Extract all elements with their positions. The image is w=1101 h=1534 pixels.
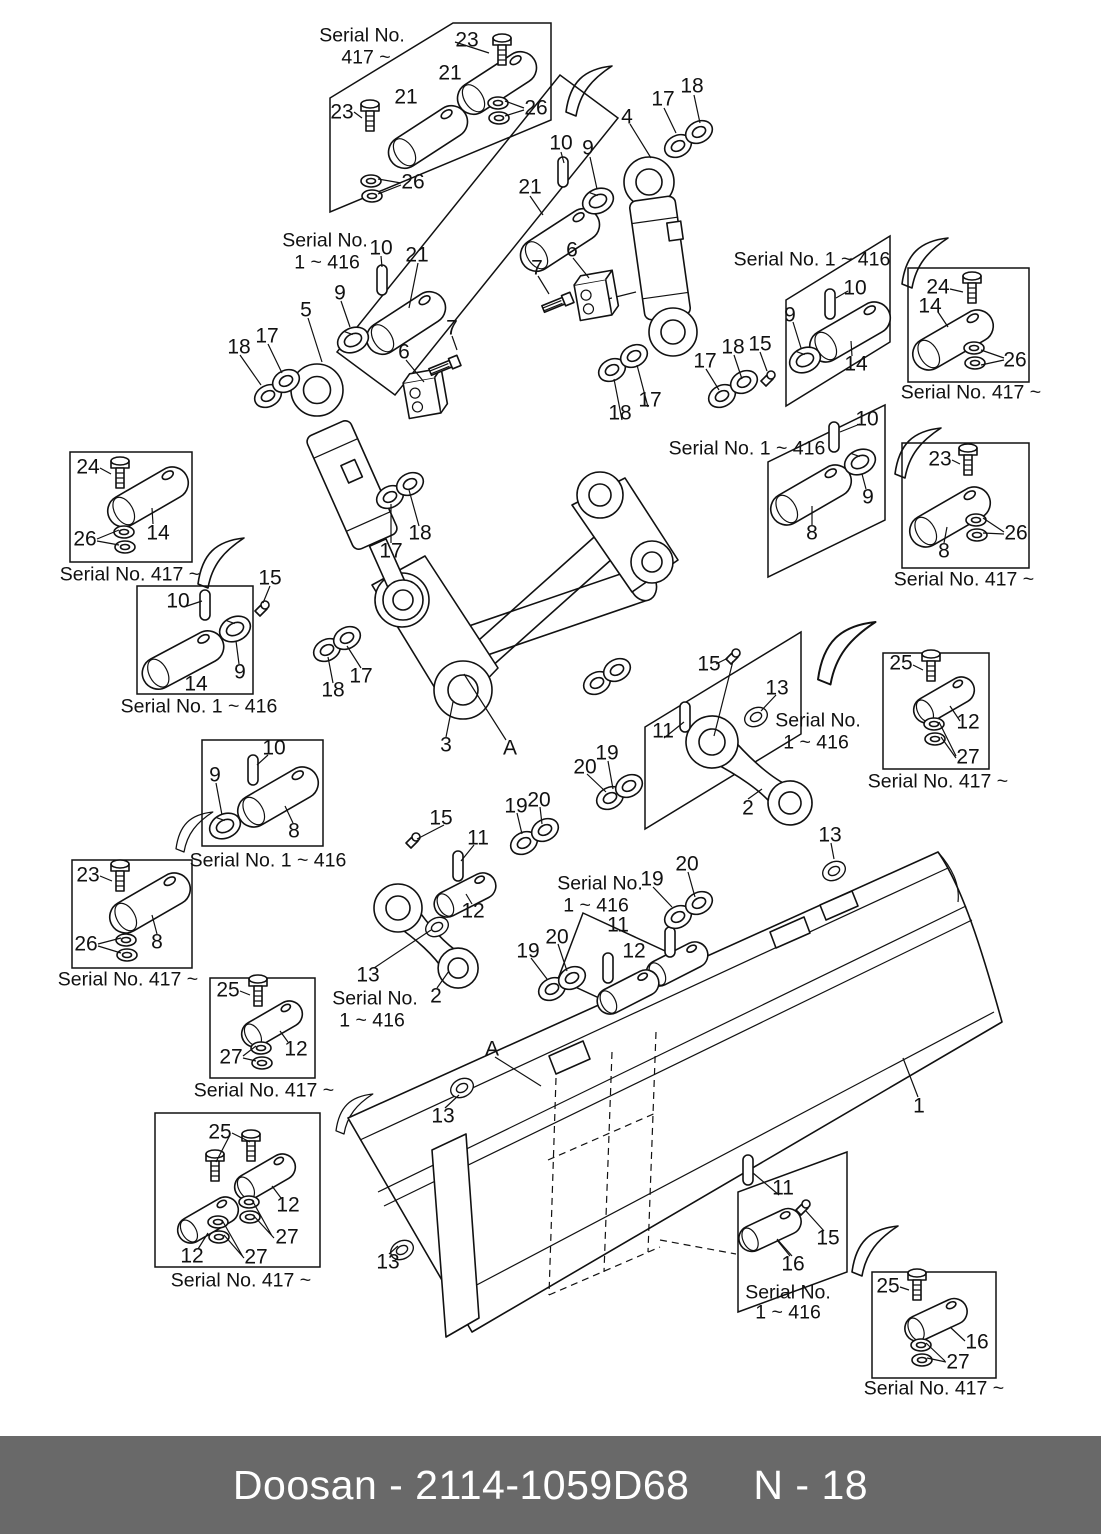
part-number-label: 24 [926,275,950,299]
part-number-label: 25 [216,978,240,1002]
part-number-label: 10 [843,276,867,300]
part-number-label: 10 [262,736,286,760]
part-number-label: 17 [638,388,662,412]
serial-range-caption: Serial No. 417 ~ [59,563,201,586]
part-number-label: 16 [965,1330,989,1354]
serial-range-caption: Serial No. [332,987,418,1010]
part-number-label: 9 [784,303,796,327]
part-number-label: 17 [693,349,717,373]
part-number-label: 12 [180,1244,204,1268]
part-number-label: 14 [146,521,170,545]
part-number-label: 16 [781,1252,805,1276]
part-number-label: 8 [938,539,950,563]
part-number-label: 25 [876,1274,900,1298]
part-number-label: 20 [527,788,551,812]
footer-page-number: N - 18 [753,1461,869,1508]
part-number-label: 27 [219,1045,243,1069]
part-number-label: 13 [765,676,789,700]
serial-range-caption: Serial No. [745,1281,831,1304]
part-number-label: 26 [1003,348,1027,372]
part-number-label: 12 [276,1193,300,1217]
part-number-label: 17 [379,539,403,563]
part-number-label: 26 [73,527,97,551]
part-number-label: 11 [652,719,674,743]
part-number-label: 8 [288,819,300,843]
part-number-label: 9 [209,763,221,787]
serial-range-caption: Serial No. 417 ~ [193,1079,335,1102]
part-number-label: 21 [518,175,542,199]
part-number-label: 18 [321,678,345,702]
serial-range-caption: 1 ~ 416 [755,1301,821,1324]
part-number-label: 10 [369,236,393,260]
part-number-label: 9 [334,281,346,305]
part-number-label: 17 [651,87,675,111]
part-number-label: 27 [956,745,980,769]
part-number-label: 10 [549,131,573,155]
part-number-label: 13 [376,1250,400,1274]
part-number-label: 15 [697,652,721,676]
serial-range-caption: Serial No. 417 ~ [900,381,1042,404]
part-number-label: 12 [284,1037,308,1061]
part-number-label: 27 [275,1225,299,1249]
part-number-label: 19 [595,741,619,765]
footer-bar [0,1436,1101,1534]
part-number-label: 12 [461,899,485,923]
part-number-label: 17 [255,324,279,348]
part-number-label: 8 [151,930,163,954]
part-number-label: 14 [184,672,208,696]
part-number-label: 19 [516,939,540,963]
part-number-label: 13 [818,823,842,847]
part-number-label: 18 [721,335,745,359]
part-number-label: 13 [356,963,380,987]
part-number-label: 8 [806,521,818,545]
part-number-label: 9 [862,485,874,509]
part-number-label: 12 [956,710,980,734]
part-number-label: 17 [349,664,373,688]
part-number-label: 23 [455,28,479,52]
serial-range-caption: Serial No. [557,872,643,895]
part-number-label: 7 [446,316,458,340]
serial-range-caption: Serial No. [282,229,368,252]
serial-range-caption: 417 ~ [341,46,391,69]
part-number-label: 26 [74,932,98,956]
part-number-label: 21 [405,243,429,267]
part-number-label: 14 [844,352,868,376]
serial-range-caption: 1 ~ 416 [563,894,629,917]
part-number-label: 21 [438,61,462,85]
serial-range-caption: Serial No. 417 ~ [57,968,199,991]
part-number-label: 15 [429,806,453,830]
part-number-label: 6 [398,340,410,364]
part-number-label: 21 [394,85,418,109]
part-number-label: 18 [408,521,432,545]
part-number-label: 2 [742,796,754,820]
part-number-label: 15 [258,566,282,590]
part-number-label: 26 [1004,521,1028,545]
part-number-label: 18 [227,335,251,359]
part-number-label: 26 [524,96,548,120]
part-number-label: 24 [76,455,100,479]
part-number-label: 20 [545,925,569,949]
serial-range-caption: Serial No. 1 ~ 416 [120,695,278,718]
part-number-label: 23 [330,100,354,124]
part-number-label: 7 [531,256,543,280]
part-number-label: 15 [748,332,772,356]
part-number-label: 27 [946,1350,970,1374]
part-number-label: 1 [913,1094,925,1118]
serial-range-caption: Serial No. 1 ~ 416 [733,248,891,271]
part-number-label: 23 [928,447,952,471]
part-number-label: 18 [680,74,704,98]
serial-range-caption: Serial No. 1 ~ 416 [668,437,826,460]
serial-range-caption: 1 ~ 416 [294,251,360,274]
part-number-label: 13 [431,1104,455,1128]
part-number-label: 14 [918,294,942,318]
part-number-label: 18 [608,401,632,425]
part-number-label: 4 [621,105,633,129]
serial-range-caption: Serial No. 1 ~ 416 [189,849,347,872]
part-number-label: 20 [675,852,699,876]
serial-range-caption: 1 ~ 416 [339,1009,405,1032]
part-number-label: 9 [582,136,594,160]
part-number-label: 20 [573,755,597,779]
part-number-label: 3 [440,733,452,757]
part-number-label: 9 [234,660,246,684]
part-number-label: A [502,736,518,760]
part-number-label: A [484,1037,500,1061]
serial-range-caption: Serial No. [775,709,861,732]
part-number-label: 6 [566,238,578,262]
part-number-label: 11 [607,913,629,937]
part-number-label: 12 [622,939,646,963]
part-number-label: 19 [504,794,528,818]
part-number-label: 15 [816,1226,840,1250]
part-number-label: 23 [76,863,100,887]
part-number-label: 10 [855,407,879,431]
serial-range-caption: Serial No. 417 ~ [170,1269,312,1292]
part-number-label: 26 [401,170,425,194]
footer-model-number: Doosan - 2114-1059D68 [232,1461,690,1508]
part-number-label: 11 [467,826,489,850]
part-number-label: 10 [166,589,190,613]
part-number-label: 25 [889,651,913,675]
part-number-label: 19 [640,867,664,891]
serial-range-caption: 1 ~ 416 [783,731,849,754]
part-number-label: 2 [430,984,442,1008]
part-number-label: 11 [772,1176,794,1200]
part-number-label: 5 [300,298,312,322]
serial-range-caption: Serial No. 417 ~ [863,1377,1005,1400]
part-number-label: 25 [208,1120,232,1144]
serial-range-caption: Serial No. 417 ~ [893,568,1035,591]
serial-range-caption: Serial No. 417 ~ [867,770,1009,793]
serial-range-caption: Serial No. [319,24,405,47]
part-number-label: 27 [244,1245,268,1269]
